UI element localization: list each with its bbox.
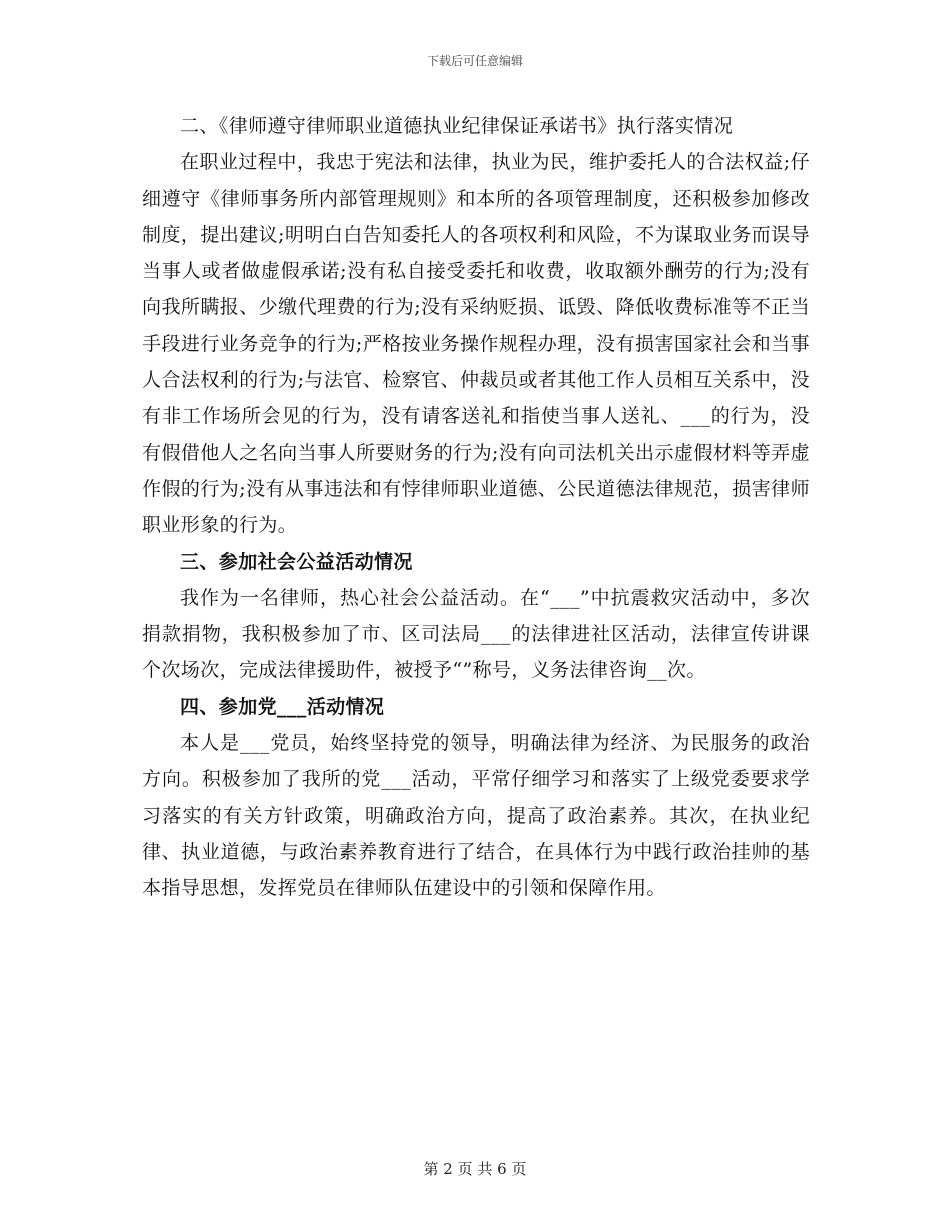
section-2-title: 二、《律师遵守律师职业道德执业纪律保证承诺书》执行落实情况	[180, 115, 734, 137]
page-header: 下载后可任意编辑	[426, 54, 523, 68]
page-number: 第 2 页 共 6 页	[423, 1160, 527, 1178]
section-2-body: 在职业过程中，我忠于宪法和法律，执业为民，维护委托人的合法权益;仔细遵守《律师事务所内部管理规则》和本所的各项管理制度，还积极参加修改制度，提出建议;明明白白告知委托人的各项权利和风险，不为谋取业务而误导当事人或者做虚假承诺;没有私自接受委托和收费，收取额外酬劳的行为;没有向我所瞒报、少缴代理费的行为;没有采纳贬损、诋毁、降低收费标准等不正当手段进行业务竞争的行为;严格按业务操作规程办理，没有损害国家社会和当事人合法权利的行为;与法官、检察官、仲裁员或者其他工作人员相互关系中，没有非工作场所会见的行为，没有请客送礼和指使当事人送礼、___的行为，没有假借他人之名向当事人所要财务的行为;没有向司法机关出示虚假材料等弄虚作假的行为;没有从事违法和有悖律师职业道德、公民道德法律规范，损害律师职业形象的行为。	[142, 151, 810, 537]
section-3-title: 三、参加社会公益活动情况	[180, 550, 413, 573]
section-3-body: 我作为一名律师，热心社会公益活动。在“___”中抗震救灾活动中，多次捐款捐物，我积极参加了市、区司法局___的法律进社区活动，法律宣传讲课个次场次，完成法律援助件，被授予“”称号，义务法律咨询__次。	[142, 586, 810, 682]
section-4-body: 本人是___党员，始终坚持党的领导，明确法律为经济、为民服务的政治方向。积极参加了我所的党___活动，平常仔细学习和落实了上级党委要求学习落实的有关方针政策，明确政治方向，提高了政治素养。其次，在执业纪律、执业道德，与政治素养教育进行了结合，在具体行为中践行政治挂帅的基本指导思想，发挥党员在律师队伍建设中的引领和保障作用。	[142, 732, 810, 900]
document-body	[142, 108, 810, 907]
section-4-title: 四、参加党___活动情况	[180, 695, 385, 718]
